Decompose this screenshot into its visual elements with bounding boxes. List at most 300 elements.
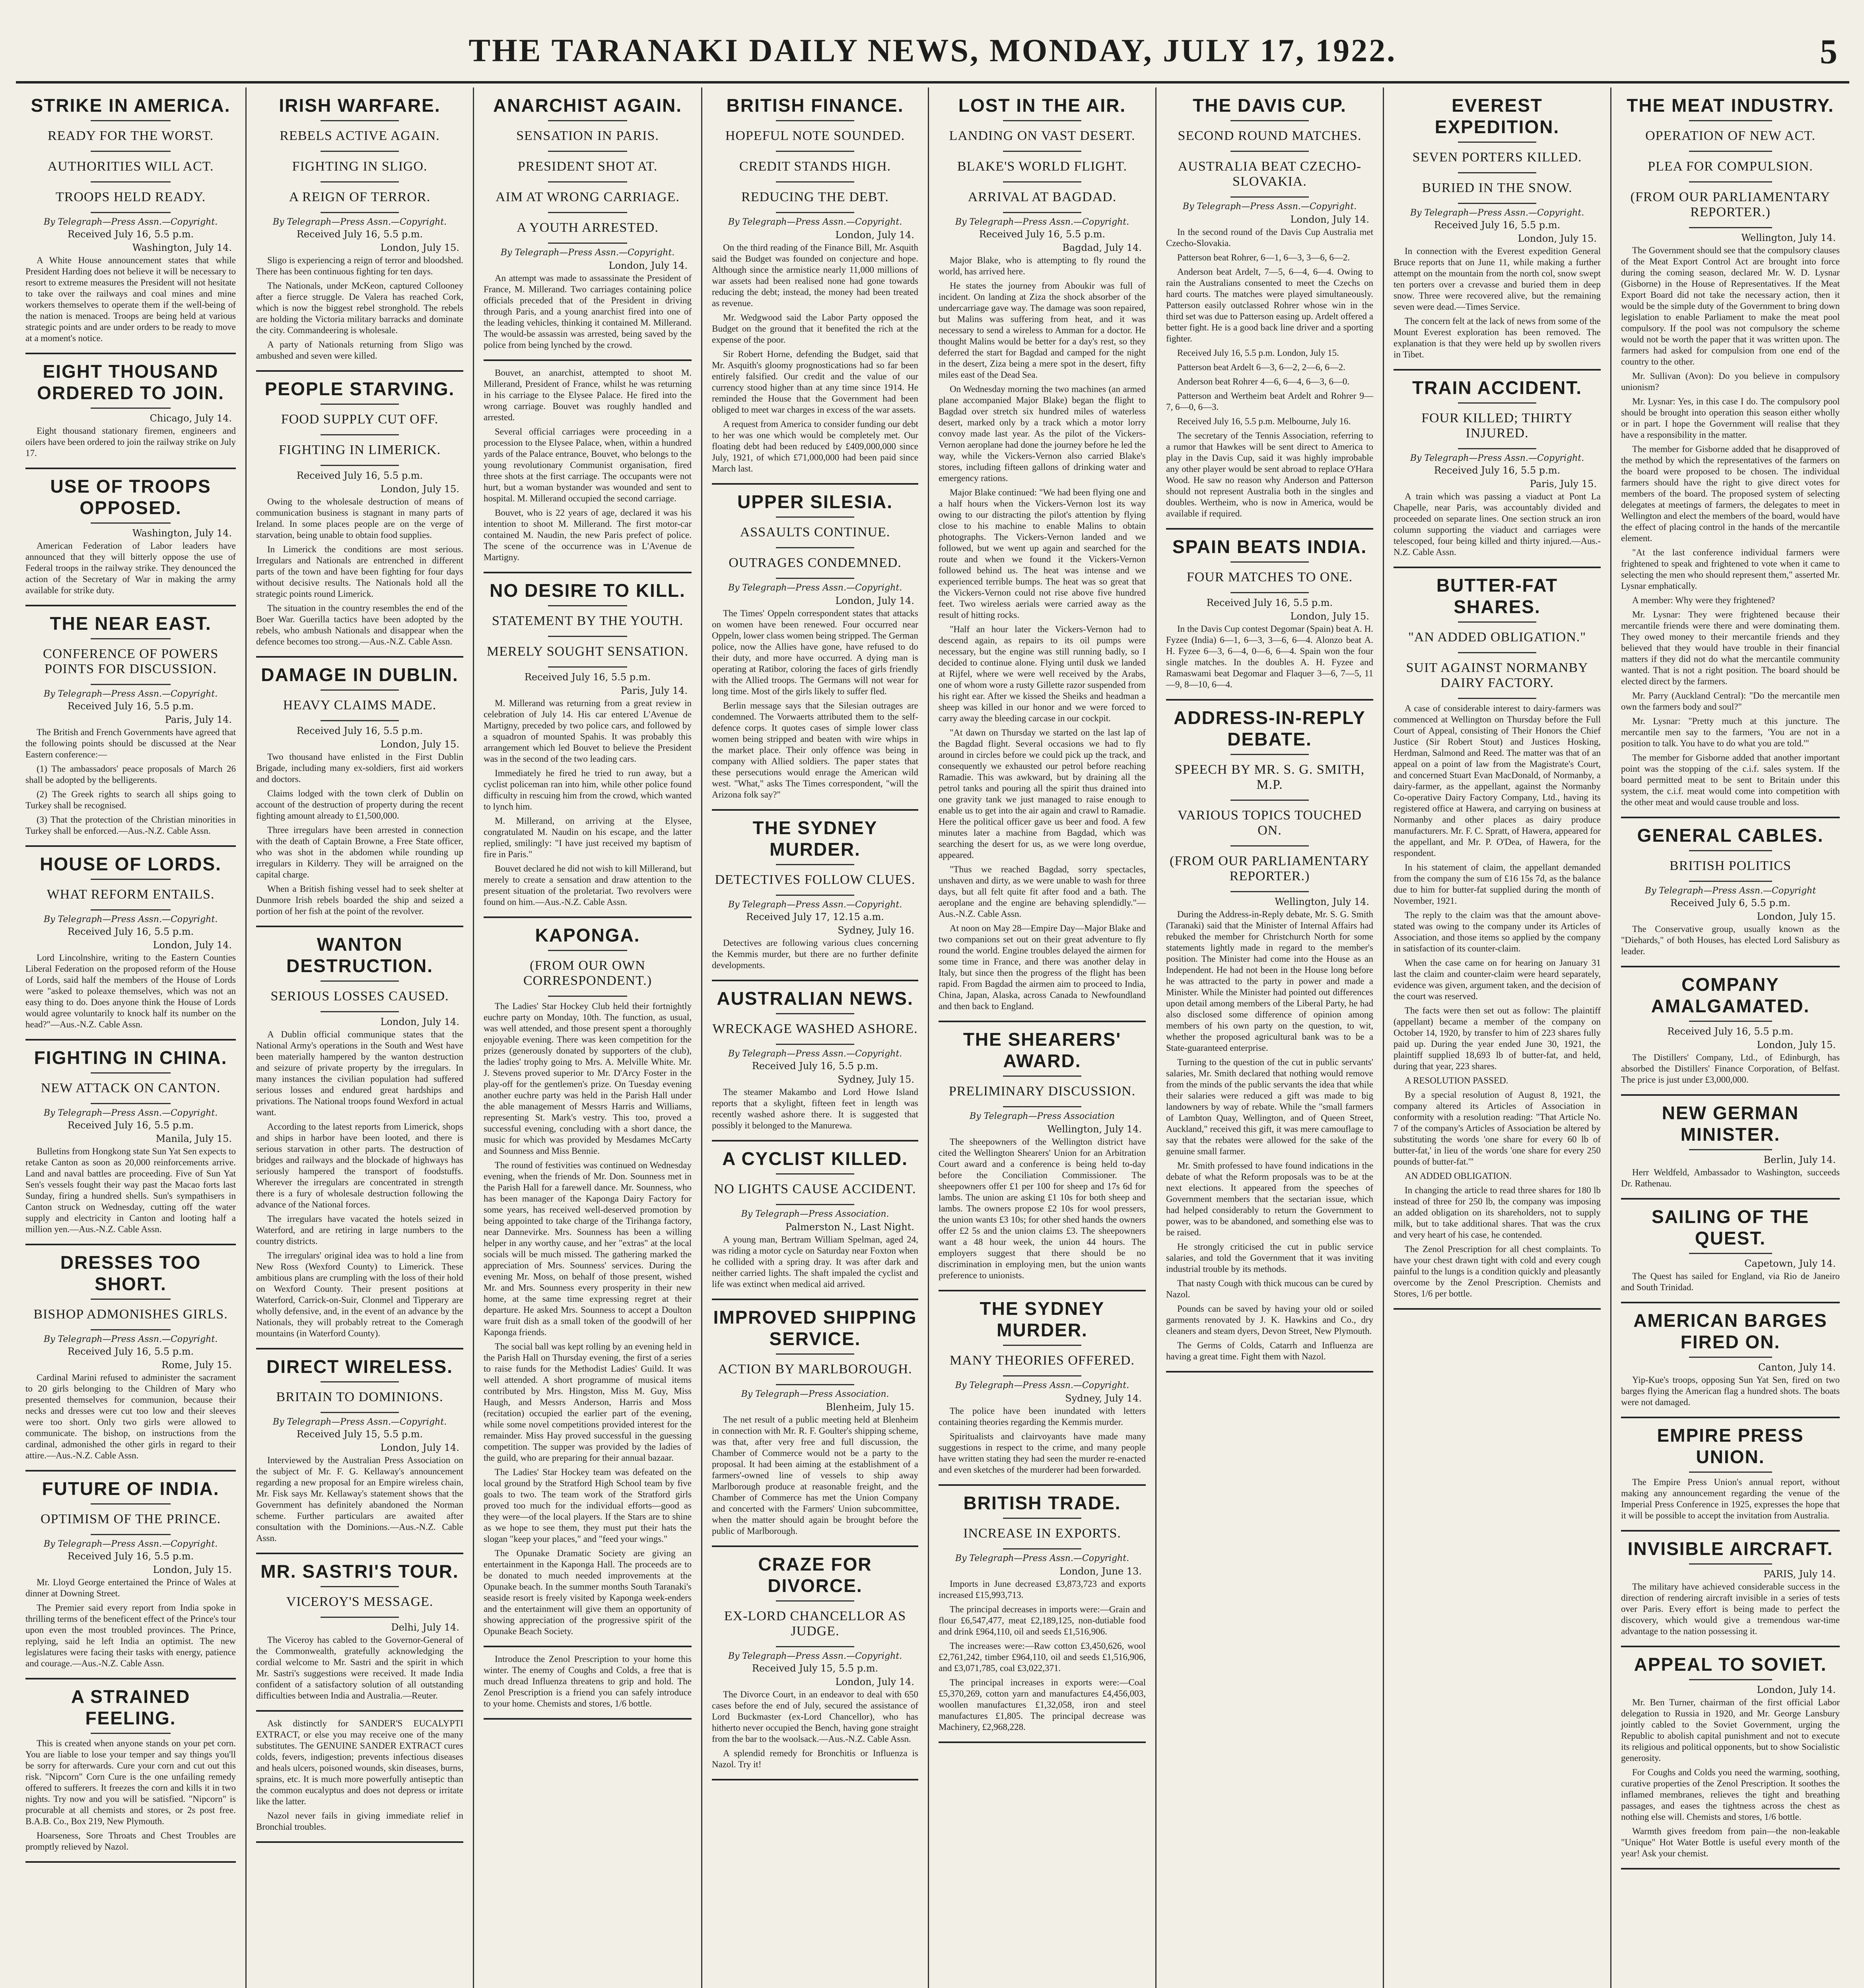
- article-paragraph: In the second round of the Davis Cup Australia met Czecho-Slovakia.: [1166, 227, 1373, 248]
- article: [25, 1686, 236, 1852]
- article-received-time: Received July 16, 5.5 p.m.: [1667, 1026, 1794, 1037]
- article: [939, 95, 1146, 1012]
- article-paragraph: The member for Gisborne added that another important point was the stopping of the c.i.f. sales system. If the board permitted meat to be sent to Britain under this system, the c.i.f. meat would come into competition with the other meat and would cause trouble and loss.: [1621, 753, 1840, 807]
- article: [484, 95, 692, 351]
- article-headline: ANARCHIST AGAIN.: [493, 95, 682, 116]
- article: [712, 95, 918, 474]
- article-paragraph: Anderson beat Ardelt, 7—5, 6—4, 6—4. Owing to rain the Australians consented to meet the Czechs on hard courts. The matches were played simultaneously. Patterson easily outclassed Rohrer whose win in the third set was due to Patterson easing up. Ardelt offered a better fight. He is a good back line driver and a sporting fighter.: [1166, 267, 1373, 344]
- article-subheading: OPERATION OF NEW ACT.: [1645, 128, 1815, 143]
- article-subheading: PLEA FOR COMPULSION.: [1648, 159, 1813, 174]
- divider: [321, 181, 399, 182]
- article-subheading: SPEECH BY MR. S. G. SMITH, M.P.: [1174, 762, 1365, 792]
- article-headline: THE MEAT INDUSTRY.: [1627, 95, 1834, 116]
- article-paragraph: Received July 16, 5.5 p.m. Melbourne, July 16.: [1177, 416, 1351, 426]
- article-headline: HOUSE OF LORDS.: [40, 854, 222, 874]
- column-7: [1384, 87, 1611, 1988]
- article-paragraph: The irregulars have vacated the hotels seized in Waterford, and are retiring in large numbers to the country districts.: [256, 1214, 463, 1246]
- article-byline: By Telegraph—Press Assn.—Copyright.: [43, 689, 218, 699]
- article-paragraph: Hoarseness, Sore Throats and Chest Troubles are promptly relieved by Nazol.: [25, 1831, 236, 1852]
- article-paragraph: Interviewed by the Australian Press Association on the subject of Mr. F. G. Kellaway's announcement regarding a new proposal for an Empire wireless chain, Mr. Fisk says Mr. Kellaway's statement shows that the Government has definitely abandoned the Norman scheme. Further particulars are awaited after consultation with the Dominions.—Aus.-N.Z. Cable Assn.: [256, 1455, 463, 1543]
- article-paragraph: By a special resolution of August 8, 1921, the company altered its Articles of Association in conformity with a resolution reading: "That Article No. 7 of the company's Articles of Association be altered by substituting the words 'one share for every 60 lb of butter-fat,' in lieu of the words 'one share for every 250 pounds of butter-fat.'": [1394, 1090, 1601, 1167]
- article-separator: [1166, 699, 1373, 701]
- article-dateline: London, July 15.: [153, 1564, 232, 1575]
- article-paragraph: A young man, Bertram William Spelman, aged 24, was riding a motor cycle on Saturday near Foxton when he collided with a spring dray. It was after dark and neither carried lights. The shaft impaled the cyclist and life was extinct when medical aid arrived.: [712, 1235, 918, 1289]
- article-dateline: London, July 14.: [380, 1016, 459, 1027]
- divider: [1230, 592, 1309, 593]
- article-paragraph: A member: Why were they frightened?: [1632, 595, 1775, 605]
- article: [712, 817, 918, 971]
- article-subheading: NEW ATTACK ON CANTON.: [41, 1081, 221, 1095]
- divider: [321, 434, 399, 435]
- divider: [91, 638, 171, 639]
- article-paragraph: The member for Gisborne added that he disapproved of the method by which the representatives of the farmers on the board were proposed to be chosen. The individual farmers should have the right to give direct votes for members of the board. The proposed system of selecting delegates at meetings of farmers, the delegates to meet in Wellington and elect the members of the board, would have the effect of placing control in the hands of the mercantile element.: [1621, 444, 1840, 543]
- article-paragraph: The round of festivities was continued on Wednesday evening, when the friends of Mr. Don. Sounness met in the Parish Hall for a farewell dance. Mr. Sounness, who has been manager of the Kaponga Dairy Factory for some years, has received well-deserved promotion by being appointed to take charge of the Tirihanga factory, near Dannevirke. Mrs. Sounness has been a willing helper in any worthy cause, and her "extras" at the local socials will be much missed. The gathering marked the appreciation of Mrs. Sounness' services. During the evening Mr. Moss, on behalf of those present, wished Mr. and Mrs. Sounness every prosperity in their new home, at the same time expressing regret at their departure. He asked Mrs. Sounness to accept a Doulton ware fruit dish as a small token of the goodwill of her Kaponga friends.: [484, 1160, 692, 1337]
- article-paragraph: Imports in June decreased £3,873,723 and exports increased £15,993,713.: [939, 1579, 1146, 1600]
- article-dateline: Paris, July 14.: [165, 714, 232, 725]
- article-dateline: London, July 15.: [1518, 233, 1597, 244]
- article-separator: [1621, 1198, 1840, 1200]
- article-subheading: BURIED IN THE SNOW.: [1422, 181, 1572, 195]
- article-separator: [712, 1299, 918, 1300]
- article-dateline: Wellington, July 14.: [1047, 1124, 1142, 1135]
- article-byline: By Telegraph—Press Association: [970, 1111, 1115, 1121]
- article-subheading: FOUR MATCHES TO ONE.: [1186, 570, 1353, 584]
- article-received-time: Received July 16, 5.5 p.m.: [296, 470, 423, 481]
- article-headline: AUSTRALIAN NEWS.: [717, 988, 914, 1009]
- article-headline: BUTTER-FAT SHARES.: [1436, 575, 1558, 617]
- divider: [1689, 1253, 1772, 1254]
- article-paragraph: Yip-Kue's troops, opposing Sun Yat Sen, fired on two barges flying the American flag a hundred shots. The boats were not damaged.: [1621, 1375, 1840, 1407]
- article-byline: By Telegraph—Press Assn.—Copyright.: [955, 217, 1129, 227]
- article-subheading: A YOUTH ARRESTED.: [517, 220, 659, 235]
- article: [1166, 536, 1373, 690]
- article-paragraph: (1) The ambassadors' peace proposals of March 26 shall be adopted by the belligerents.: [25, 764, 236, 785]
- article-separator: [256, 656, 463, 658]
- article-paragraph: A request from America to consider funding our debt to her was one which would be completely met. Our floating debt had been reduced by £409,000,000 since July, 1921, of which £71,000,000 had been paid since March last.: [712, 419, 918, 474]
- article-paragraph: The Empire Press Union's annual report, without making any announcement regarding the venue of the Imperial Press Conference in 1925, expresses the hope that it will be possible to accept the invitation from Australia.: [1621, 1477, 1840, 1520]
- article-separator: [1621, 1646, 1840, 1647]
- article-headline: EVEREST EXPEDITION.: [1434, 95, 1560, 137]
- article-paragraph: The reply to the claim was that the amount above-stated was owing to the company under its Articles of Association, and those items so applied by the company in satisfaction of its counter-claim.: [1394, 910, 1601, 953]
- article-headline: EMPIRE PRESS UNION.: [1657, 1425, 1804, 1467]
- article-dateline: PARIS, July 14.: [1763, 1569, 1836, 1580]
- article-byline: By Telegraph—Press Assn.—Copyright.: [728, 1049, 902, 1059]
- article-subheading: FIGHTING IN LIMERICK.: [278, 443, 441, 457]
- article-dateline: Capetown, July 14.: [1744, 1258, 1836, 1269]
- divider: [776, 1600, 854, 1602]
- divider: [321, 689, 399, 691]
- article-received-time: Received July 17, 12.15 a.m.: [746, 911, 884, 922]
- article-dateline: Washington, July 14.: [132, 528, 232, 539]
- article-separator: [712, 980, 918, 981]
- article-paragraph: The irregulars' original idea was to hold a line from New Ross (Wexford County) to Limerick. These ambitious plans are crumpling with the loss of their hold on Wexford County. Their present positions at Waterford, Carrick-on-Suir, Clonmel and Tipperary are wholly defensive, and, in the event of an advance by the Nationals, they will probably retreat to the Comeragh mountains (in Waterford County).: [256, 1250, 463, 1338]
- article-separator: [256, 1841, 463, 1843]
- divider: [1230, 120, 1309, 121]
- divider: [1689, 1472, 1772, 1473]
- article-paragraph: American Federation of Labor leaders have announced that they will bitterly oppose the use of Federal troops in the railway strike. They denounced the action of the Secretary of War in making the army available for strike duty.: [25, 541, 236, 595]
- column-3: [474, 87, 702, 1988]
- column-4: [702, 87, 929, 1988]
- article-headline: FUTURE OF INDIA.: [42, 1478, 220, 1499]
- article: [25, 1252, 236, 1461]
- article: [1621, 1654, 1840, 1859]
- article: [1621, 974, 1840, 1085]
- article-subheading: BRITISH POLITICS: [1670, 858, 1791, 873]
- article-subheading: HEAVY CLAIMS MADE.: [283, 698, 437, 712]
- article-received-time: Received July 16, 5.5 p.m.: [67, 926, 194, 937]
- article: [712, 1307, 918, 1537]
- article-paragraph: Three irregulars have been arrested in connection with the death of Captain Browne, a Free State officer, who was shot in the abdomen while rounding up irregulars in Kilderry. They will be arraigned on the capital charge.: [256, 825, 463, 879]
- article-headline: EIGHT THOUSAND ORDERED TO JOIN.: [37, 361, 224, 403]
- divider: [1689, 1357, 1772, 1358]
- article-paragraph: A RESOLUTION PASSED.: [1405, 1076, 1508, 1085]
- article-subheading: VARIOUS TOPICS TOUCHED ON.: [1178, 808, 1362, 838]
- article-paragraph: Several official carriages were proceeding in a procession to the Elysee Palace, when, within a hundred yards of the Palace entrance, Bouvet, who belongs to the young revolutionary Communist organisation, fired three shots at the first carriage. The occupants were not hurt, but a woman bystander was wounded and sent to hospital. M. Millerand occupied the second carriage.: [484, 427, 692, 503]
- article-subheading: (FROM OUR PARLIAMENTARY REPORTER.): [1170, 854, 1370, 883]
- article-subheading: FIGHTING IN SLIGO.: [292, 159, 428, 174]
- article-paragraph: Bouvet declared he did not wish to kill Millerand, but merely to create a sensation and draw attention to the present situation of the proletariat. Two revolvers were found on him.—Aus.-N.Z. Cable Assn.: [484, 864, 692, 907]
- divider: [1689, 1563, 1772, 1565]
- article-headline: TRAIN ACCIDENT.: [1412, 377, 1582, 398]
- article-byline: By Telegraph—Press Assn.—Copyright.: [43, 1108, 218, 1118]
- divider: [1003, 1518, 1082, 1519]
- article-received-time: Received July 16, 5.5 p.m.: [524, 672, 651, 683]
- divider: [91, 522, 171, 524]
- article-paragraph: Sir Robert Horne, defending the Budget, said that Mr. Asquith's gloomy prognostications had so far been entirely falsified. Our credit and the value of our currency stood higher than at any time since 1914. He reminded the House that the Government had been obliged to meet war charges in excess of the war assets.: [712, 349, 918, 415]
- article-separator: [1166, 528, 1373, 530]
- divider: [321, 151, 399, 152]
- article-headline: APPEAL TO SOVIET.: [1634, 1654, 1827, 1675]
- article-paragraph: Major Blake continued: "We had been flying one and a half hours when the Vickers-Vernon lost its way owing to our distracting the pilot's attention by flying close to his machine to enable Malins to obtain photographs. The Vickers-Vernon landed and we followed, but we went up again and searched for the route and when we found it the Vickers-Vernon followed behind us. The heat was intense and we experienced terrible bumps. The heat was so great that the Vickers-Vernon could not rise above five hundred feet. Two wireless aerials were carried away as the result of hitting rocks.: [939, 487, 1146, 620]
- article: [939, 1029, 1146, 1281]
- article-received-time: Received July 16, 5.5 p.m.: [296, 229, 423, 240]
- article-separator: [484, 916, 692, 918]
- article: [256, 934, 463, 1339]
- article-received-time: Received July 16, 5.5 p.m.: [1206, 597, 1333, 608]
- article-paragraph: When the case came on for hearing on January 31 last the claim and counter-claim were heard separately, evidence was given, argument taken, and the decision of the court was reserved.: [1394, 958, 1601, 1001]
- article-byline: By Telegraph—Press Assn.—Copyright.: [500, 248, 675, 258]
- article-subheading: REBELS ACTIVE AGAIN.: [280, 128, 440, 143]
- article-separator: [25, 1861, 236, 1863]
- article-separator: [712, 1779, 918, 1780]
- article-separator: [484, 1646, 692, 1647]
- article-paragraph: The social ball was kept rolling by an evening held in the Parish Hall on Thursday evening, the first of a series to raise funds for the Methodist Ladies' Guild. It was well attended. A short programme of musical items contributed by Mrs. Hingston, Miss M. Guy, Miss Haugh, and Messrs Anderson, Harris and Moss (recitation) occupied the earlier part of the evening, while some novel competitions provided interest for the remainder. Miss Hay proved successful in the guessing competition. The supper was provided by the ladies of the guild, who are preparing for their annual bazaar.: [484, 1342, 692, 1463]
- article-separator: [1166, 1371, 1373, 1373]
- article-subheading: NO LIGHTS CAUSE ACCIDENT.: [714, 1182, 916, 1196]
- article-subheading: OPTIMISM OF THE PRINCE.: [40, 1512, 221, 1526]
- article-paragraph: The military have achieved considerable success in the direction of rendering aircraft invisible in a series of tests over Paris. Every effort is being made to perfect the discovery, which would give a tremendous war-time advantage to the nation possessing it.: [1621, 1582, 1840, 1636]
- divider: [91, 1299, 171, 1300]
- article-paragraph: The Opunake Dramatic Society are giving an entertainment in the Kaponga Hall. The proceeds are to be donated to much needed improvements at the Opunake beach. In the summer months South Taranaki's seaside resort is freely visited by Kaponga week-enders and the entertainment will give them an opportunity of showing appreciation of the progressive spirit of the Opunake Beach Society.: [484, 1548, 692, 1636]
- divider: [1003, 151, 1082, 152]
- divider: [91, 151, 171, 152]
- divider: [321, 465, 399, 466]
- article: [1394, 377, 1601, 558]
- article-headline: GENERAL CABLES.: [1637, 825, 1824, 846]
- article-separator: [1621, 1302, 1840, 1303]
- article-paragraph: The police have been inundated with letters containing theories regarding the Kemmis murder.: [939, 1406, 1146, 1427]
- article-separator: [939, 1290, 1146, 1291]
- article-paragraph: The Premier said every report from India spoke in thrilling terms of the beneficent effect of the Prince's tour upon even the most troubled provinces. The Prince, replying, said he left India an optimist. The new legislatures were facing their tasks with energy, patience and courage.—Aus.-N.Z. Cable Assn.: [25, 1603, 236, 1668]
- article-paragraph: Detectives are following various clues concerning the Kemmis murder, but there are no further definite developments.: [712, 938, 918, 970]
- divider: [548, 181, 627, 182]
- article-dateline: London, July 15.: [1757, 1039, 1836, 1050]
- article-headline: THE DAVIS CUP.: [1193, 95, 1347, 116]
- article-separator: [1621, 966, 1840, 967]
- article-paragraph: In the Davis Cup contest Degomar (Spain) beat A. H. Fyzee (India) 6—1, 6—3, 3—6, 6—4. Alonzo beat A. H. Fyzee 6—3, 6—4, 0—6, 6—4. Spain won the four single matches. In the doubles A. H. Fyzee and Ramaswami beat Degomar and Flaquer 3—6, 7—5, 11—9, 8—10, 6—4.: [1166, 624, 1373, 689]
- article-byline: By Telegraph—Press Assn.—Copyright.: [1410, 208, 1584, 218]
- divider: [91, 684, 171, 685]
- article-paragraph: He strongly criticised the cut in public service salaries, and told the Government that it was inviting industrial trouble by its methods.: [1166, 1242, 1373, 1274]
- divider: [776, 547, 854, 548]
- article-paragraph: "At the last conference individual farmers were frightened to speak and frightened to vote when it came to selecting the men who should represent them," asserted Mr. Lysnar emphatically.: [1621, 547, 1840, 591]
- article-received-time: Received July 16, 5.5 p.m.: [979, 229, 1106, 240]
- divider: [776, 1646, 854, 1647]
- article-dateline: London, July 14.: [835, 1676, 914, 1687]
- article-paragraph: M. Millerand, on arriving at the Elysee, congratulated M. Naudin on his escape, and the latter replied, smilingly: "I have just received my baptism of fire in Paris.": [484, 816, 692, 859]
- article-separator: [256, 1553, 463, 1554]
- article-dateline: Paris, July 15.: [1530, 478, 1597, 489]
- article-separator: [256, 370, 463, 372]
- article: [939, 1492, 1146, 1733]
- divider: [1689, 1679, 1772, 1680]
- article-paragraph: Mr. Smith professed to have found indications in the debate of what the Reform proposals was to be at the next elections. It appeared from the speeches of Government members that the sectarian issue, which had helped considerably to return the Government to power, was to be abandoned, and something else was to be raised.: [1166, 1161, 1373, 1237]
- article-dateline: London, July 15.: [380, 483, 459, 495]
- article-paragraph: The Viceroy has cabled to the Governor-General of the Commonwealth, gratefully acknowledging the cordial welcome to Mr. Sastri and the spirit in which Mr. Sastri's suggestions were received. It made India confident of a satisfactory solution of all outstanding difficulties between India and Australia.—Reuter.: [256, 1635, 463, 1701]
- article-subheading: PRESIDENT SHOT AT.: [517, 159, 658, 174]
- divider: [1003, 120, 1082, 121]
- article-separator: [25, 605, 236, 606]
- article-paragraph: Mr. Sullivan (Avon): Do you believe in compulsory unionism?: [1621, 371, 1840, 392]
- article-dateline: Berlin, July 14.: [1763, 1154, 1836, 1165]
- article-paragraph: Patterson beat Rohrer, 6—1, 6—3, 3—6, 6—2.: [1177, 252, 1350, 262]
- article-headline: BRITISH FINANCE.: [726, 95, 904, 116]
- divider: [1003, 1106, 1082, 1107]
- article-paragraph: A party of Nationals returning from Sligo was ambushed and seven were killed.: [256, 340, 463, 361]
- article-paragraph: Sligo is experiencing a reign of terror and bloodshed. There has been continuous fighting for ten days.: [256, 255, 463, 276]
- article-paragraph: Ask distinctly for SANDER'S EUCALYPTI EXTRACT, or else you may receive one of the many substitutes. The GENUINE SANDER EXTRACT cures colds, fevers, indigestion; prevents infectious diseases and heals ulcers, poisoned wounds, skin diseases, burns, sprains, etc. It is much more powerfully antiseptic than the common eucalyptus and does not depress or irritate like the latter.: [256, 1718, 463, 1806]
- article-paragraph: Bouvet, who is 22 years of age, declared it was his intention to shoot M. Millerand. The first motor-car contained M. Naudin, the new Paris prefect of police. The scene of the occurrence was in L'Avenue de Martigny.: [484, 508, 692, 562]
- column-1: [16, 87, 247, 1988]
- article-subheading: AIM AT WRONG CARRIAGE.: [496, 190, 680, 204]
- article-headline: BRITISH TRADE.: [963, 1493, 1121, 1513]
- article-dateline: Delhi, July 14.: [391, 1622, 459, 1633]
- divider: [776, 181, 854, 182]
- article-paragraph: "Thus we reached Bagdad, sorry spectacles, unshaven and dirty, as we were unable to wash for three days, but all felt quite fit after food and a bath. The aeroplane and the engine are behaving splendidly."—Aus.-N.Z. Cable Assn.: [939, 864, 1146, 919]
- article-paragraph: Nazol never fails in giving immediate relief in Bronchial troubles.: [256, 1811, 463, 1832]
- article: [1621, 95, 1840, 808]
- article-headline: A STRAINED FEELING.: [71, 1686, 190, 1728]
- article-dateline: London, July 14.: [1290, 214, 1369, 225]
- article-dateline: London, June 13.: [1059, 1566, 1142, 1577]
- article-paragraph: The principal decreases in imports were:—Grain and flour £6,547,477, meat £2,189,125, non-dutiable food and drink £964,110, oil and seeds £1,516,906.: [939, 1604, 1146, 1637]
- article-paragraph: The concern felt at the lack of news from some of the Mount Everest exploration has been removed. The explanation is that they were held up by swollen rivers in Tibet.: [1394, 316, 1601, 359]
- article-paragraph: (3) That the protection of the Christian minorities in Turkey shall be enforced.—Aus.-N.Z. Cable Assn.: [25, 815, 236, 836]
- article-byline: By Telegraph—Press Assn.—Copyright.: [1182, 202, 1357, 212]
- article-separator: [712, 483, 918, 485]
- article-paragraph: M. Millerand was returning from a great review in celebration of July 14. His car entered L'Avenue de Martigny, preceded by two police cars, and followed by a squadron of mounted Spahis. It was probably this arrangement which led Bouvet to believe the President was in the second of the two leading cars.: [484, 698, 692, 764]
- divider: [1230, 151, 1309, 152]
- divider: [91, 1072, 171, 1074]
- article-paragraph: The sheepowners of the Wellington district have cited the Wellington Shearers' Union for an Arbitration Court award and a conference is being held to-day before the Conciliation Commissioner. The sheepowners offer £1 per 100 for sheep and 17s 6d for lambs. The union are asking £1 10s for both sheep and lambs. The owners propose £2 10s for wool pressers, the union wants £3 10s; for other shed hands the owners offer £2 5s and the union claims £3. The sheepowners want a 48 hour week, the union 44 hours. The employers suggest that there should be no discrimination in employing men, but the union wants preference to unionists.: [939, 1137, 1146, 1280]
- article-headline: IMPROVED SHIPPING SERVICE.: [713, 1307, 917, 1349]
- article-paragraph: A Dublin official communique states that the National Army's operations in the South and West have been materially hampered by the wanton destruction and seizure of private property by the irregulars. In many instances the civilian population had suffered serious losses and endured great hardships and privations. The National troops found Wexford in actual want.: [256, 1029, 463, 1117]
- article-headline: A CYCLIST KILLED.: [722, 1148, 908, 1169]
- article-paragraph: Warmth gives freedom from pain—the non-leakable "Unique" Hot Water Bottle is useful every month of the year! Ask your chemist.: [1621, 1826, 1840, 1858]
- article-subheading: FOUR KILLED; THIRTY INJURED.: [1421, 411, 1573, 441]
- article-paragraph: Bouvet, an anarchist, attempted to shoot M. Millerand, President of France, whilst he was returning in his carriage to the Elysee Palace. He fired into the wrong carriage. Bouvet was roughly handled and arrested.: [484, 368, 692, 422]
- article-subheading: SUIT AGAINST NORMANBY DAIRY FACTORY.: [1406, 660, 1588, 690]
- article-paragraph: Mr. Lysnar: Yes, in this case I do. The compulsory pool should be brought into operation this season either wholly or in part. I hope the Government will realise that they have a responsibility in the matter.: [1621, 396, 1840, 440]
- article-received-time: Received July 16, 5.5 p.m.: [1434, 219, 1561, 231]
- article: [25, 1047, 236, 1235]
- divider: [321, 1011, 399, 1012]
- divider: [776, 1384, 854, 1385]
- article: [712, 1553, 918, 1770]
- article-subheading: SERIOUS LOSSES CAUSED.: [270, 989, 449, 1004]
- article-separator: [25, 1678, 236, 1679]
- divider: [321, 404, 399, 405]
- article-headline: CRAZE FOR DIVORCE.: [758, 1554, 872, 1596]
- article-separator: [1621, 1530, 1840, 1532]
- article-paragraph: The Quest has sailed for England, via Rio de Janeiro and South Trinidad.: [1621, 1271, 1840, 1292]
- article-subheading: LANDING ON VAST DESERT.: [949, 128, 1135, 143]
- article-subheading: MANY THEORIES OFFERED.: [950, 1353, 1135, 1368]
- article: [1621, 1206, 1840, 1293]
- article-subheading: DETECTIVES FOLLOW CLUES.: [715, 872, 915, 887]
- divider: [1689, 1149, 1772, 1150]
- article-paragraph: Mr. Ben Turner, chairman of the first official Labor delegation to Russia in 1920, and Mr. George Lansbury jointly cabled to the Soviet Government, urging the Republic to abolish capital punishment and not to execute its religious and political opponents, but to show Socialistic generosity.: [1621, 1697, 1840, 1763]
- divider: [1689, 181, 1772, 182]
- article: [256, 664, 463, 917]
- article-paragraph: Owing to the wholesale destruction of means of communication business is stagnant in many parts of Ireland. In some places people are on the verge of starvation, being unable to obtain food supplies.: [256, 497, 463, 540]
- divider: [91, 212, 171, 213]
- article-paragraph: This is created when anyone stands on your pet corn. You are liable to lose your temper and say things you'll be sorry for afterwards. Cure your corn and cut out this risk. "Nipcorn" Corn Cure is the one unfailing remedy offered to sufferers. It freezes the corn and kills it in two nights. Try now and you will be satisfied. "Nipcorn" is procurable at all chemists and stores, or 2s post free. B.A.B. Co., Box 219, New Plymouth.: [25, 1738, 236, 1826]
- divider: [548, 996, 627, 997]
- article: [25, 1478, 236, 1669]
- divider: [321, 120, 399, 121]
- divider: [548, 605, 627, 606]
- article-separator: [712, 1545, 918, 1547]
- article-subheading: ARRIVAL AT BAGDAD.: [968, 190, 1117, 204]
- article-received-time: Received July 16, 5.5 p.m.: [752, 1060, 879, 1072]
- article-headline: UPPER SILESIA.: [737, 491, 893, 512]
- article-paragraph: At noon on May 28—Empire Day—Major Blake and two companions set out on their great adventure to fly round the world. Engine troubles delayed the airmen for some time in France, and there was another delay in Italy, but since then the progress of the flight has been rapid. From Bagdad the airmen aim to proceed to India, China, Japan, Alaska, across Canada to Newfoundland and then back to England.: [939, 923, 1146, 1011]
- article-byline: By Telegraph—Press Assn.—Copyright.: [955, 1553, 1129, 1563]
- divider: [1458, 203, 1537, 204]
- article-subheading: EX-LORD CHANCELLOR AS JUDGE.: [724, 1609, 906, 1639]
- article-headline: WANTON DESTRUCTION.: [286, 934, 433, 976]
- article: [256, 1718, 463, 1833]
- article-received-time: Received July 16, 5.5 p.m.: [67, 1120, 194, 1131]
- article-headline: SAILING OF THE QUEST.: [1652, 1206, 1809, 1248]
- divider: [776, 120, 854, 121]
- masthead: [16, 24, 1849, 83]
- divider: [1230, 891, 1309, 892]
- article-received-time: Received July 16, 5.5 p.m.: [67, 229, 194, 240]
- divider: [91, 408, 171, 409]
- article-paragraph: The Times' Oppeln correspondent states that attacks on women have been renewed. Four occurred near Oppeln, lower class women being stripped. The German police, now the Allies have gone, have refused to do their duty, and more have occurred. A dying man is operating at Ratibor, coloring the faces of girls friendly with the Allied troops. The Germans will not wear for long time. Most of the girls likely to suffer fled.: [712, 608, 918, 696]
- article-subheading: PRELIMINARY DISCUSSION.: [949, 1084, 1136, 1099]
- article-paragraph: A case of considerable interest to dairy-farmers was commenced at Wellington on Thursday before the Full Court of Appeal, consisting of Their Honors the Chief Justice (Sir Robert Stout) and Justices Hosking, Herdman, Salmond and Reed. The matter was that of an appeal on a point of law from the Magistrate's Court, and concerned Stuart Evan MacDonald, of Normanby, a dairy-farmer, as the appellant, against the Normanby Co-operative Dairy Factory Company, Ltd., having its registered office at Hawera, and carrying on business at Normanby and other places as dairy produce manufacturers. Mr. F. C. Spratt, of Hawera, appeared for the appellant, and Mr. P. O'Dea, of Hawera, for the respondent.: [1394, 703, 1601, 858]
- divider: [321, 1381, 399, 1382]
- article-subheading: SEVEN PORTERS KILLED.: [1412, 150, 1582, 165]
- article-separator: [939, 1021, 1146, 1022]
- article-paragraph: For Coughs and Colds you need the warming, soothing, curative properties of the Zenol Prescription. It soothes the inflamed membranes, relieves the tight and breathing passages, and eases the tightness across the chest as nothing else will. Chemists and stores, 1/6 bottle.: [1621, 1767, 1840, 1822]
- article-subheading: CREDIT STANDS HIGH.: [739, 159, 891, 174]
- article-separator: [25, 1039, 236, 1041]
- article-paragraph: A train which was passing a viaduct at Pont La Chapelle, near Paris, was accountably divided and proceeded on separate lines. One section struck an iron column supporting the viaduct and carriages were telescoped, four being killed and thirty injured.—Aus.-N.Z. Cable Assn.: [1394, 491, 1601, 557]
- article-byline: By Telegraph—Press Assn.—Copyright.: [43, 1334, 218, 1344]
- article-byline: By Telegraph—Press Assn.—Copyright.: [43, 1539, 218, 1549]
- divider: [776, 1013, 854, 1014]
- divider: [1458, 402, 1537, 404]
- article-subheading: BRITAIN TO DOMINIONS.: [276, 1390, 443, 1404]
- article-paragraph: Received July 16, 5.5 p.m. London, July 15.: [1177, 348, 1339, 358]
- divider: [91, 1534, 171, 1535]
- article-headline: COMPANY AMALGAMATED.: [1651, 974, 1810, 1016]
- article-dateline: London, July 15.: [380, 242, 459, 253]
- article-paragraph: Mr. Lysnar: They were frightened because their mercantile friends were there and were dominating them. They owed money to their mercantile friends and they believed that they would have trouble in their financial matters if they did not do what the mercantile community wanted. That is not a right position. The board should be elected direct by the farmers.: [1621, 610, 1840, 686]
- article-dateline: London, July 14.: [1757, 1684, 1836, 1695]
- article-paragraph: Mr. Wedgwood said the Labor Party opposed the Budget on the ground that it benefited the rich at the expense of the poor.: [712, 313, 918, 345]
- article-byline: By Telegraph—Press Association.: [741, 1209, 889, 1219]
- divider: [91, 1103, 171, 1104]
- divider: [1689, 120, 1772, 121]
- divider: [1689, 227, 1772, 228]
- divider: [548, 243, 627, 244]
- article: [712, 1148, 918, 1290]
- article-paragraph: He states the journey from Aboukir was full of incident. On landing at Ziza the shock absorber of the undercarriage gave way. The damage was soon repaired, but Malins was suffering from heat, and it was necessary to send a wireless to Amman for a doctor. He thought Malins would be better for a day's rest, so they deferred the start for Bagdad and camped for the night in the desert, Ziza being a mere spot in the desert, fifty miles east of the Dead Sea.: [939, 281, 1146, 380]
- article-separator: [484, 359, 692, 361]
- article-subheading: INCREASE IN EXPORTS.: [963, 1526, 1121, 1541]
- divider: [1003, 1548, 1082, 1549]
- article-subheading: WHAT REFORM ENTAILS.: [47, 887, 215, 902]
- article-paragraph: The situation in the country resembles the end of the Boer War. Guerilla tactics have been adopted by the rebels, who ambush Nationals and disappear when the defence becomes too strong.—Aus.-N.Z. Cable Assn.: [256, 603, 463, 646]
- article: [25, 613, 236, 837]
- article-paragraph: Eight thousand stationary firemen, engineers and oilers have been ordered to join the railway strike on July 17.: [25, 426, 236, 458]
- article-received-time: Received July 16, 5.5 p.m.: [67, 701, 194, 712]
- divider: [776, 895, 854, 896]
- article: [1166, 95, 1373, 519]
- divider: [1230, 561, 1309, 563]
- article-byline: By Telegraph—Press Assn.—Copyright.: [728, 583, 902, 593]
- article-paragraph: Introduce the Zenol Prescription to your home this winter. The enemy of Coughs and Colds, a free that is much dread Influenza threatens to grip and hold. The Zenol Prescription is a friend you can safely introduce to your home. Chemists and stores, 1/6 bottle.: [484, 1654, 692, 1708]
- article-paragraph: Claims lodged with the town clerk of Dublin on account of the destruction of property during the recent fighting amount already to £1,500,000.: [256, 788, 463, 821]
- article-paragraph: The British and French Governments have agreed that the following points should be discussed at the Near Eastern conference:—: [25, 727, 236, 759]
- article-byline: By Telegraph—Press Association.: [741, 1389, 889, 1399]
- divider: [548, 212, 627, 213]
- article-headline: DIRECT WIRELESS.: [266, 1356, 453, 1377]
- article-paragraph: In his statement of claim, the appellant demanded from the company the sum of £16 15s 7d, as the balance due to him for butter-fat supplied during the month of November, 1921.: [1394, 862, 1601, 906]
- article-subheading: REDUCING THE DEBT.: [741, 190, 889, 204]
- divider: [776, 578, 854, 579]
- divider: [1458, 698, 1537, 699]
- article-separator: [256, 926, 463, 927]
- article-byline: By Telegraph—Press Assn.—Copyright.: [1410, 453, 1584, 463]
- article-separator: [1621, 1094, 1840, 1096]
- article-headline: MR. SASTRI'S TOUR.: [260, 1561, 459, 1582]
- article-dateline: Sydney, July 14.: [1065, 1393, 1142, 1404]
- article-paragraph: According to the latest reports from Limerick, shops and ships in harbor have been looted, and there is serious starvation in other parts. The destruction of bridges and railways and the blockade of highways has seriously hampered the transport of foodstuffs. Wherever the irregulars are concentrated in strength there is a fury of wholesale destruction following the advance of the National forces.: [256, 1122, 463, 1209]
- article-dateline: London, July 14.: [380, 1442, 459, 1453]
- article-paragraph: The facts were then set out as follow: The plaintiff (appellant) became a member of the company on October 14, 1920, by transfer to him of 223 shares fully paid up. During the year ended June 30, 1921, the plaintiff supplied 18,693 lb of butter-fat, and held, during that year, 223 shares.: [1394, 1006, 1601, 1071]
- article-subheading: SENSATION IN PARIS.: [516, 128, 659, 143]
- article-separator: [25, 1244, 236, 1245]
- article-paragraph: That nasty Cough with thick mucous can be cured by Nazol.: [1166, 1278, 1373, 1299]
- article-subheading: WRECKAGE WASHED ASHORE.: [712, 1021, 918, 1036]
- article-headline: STRIKE IN AMERICA.: [31, 95, 231, 116]
